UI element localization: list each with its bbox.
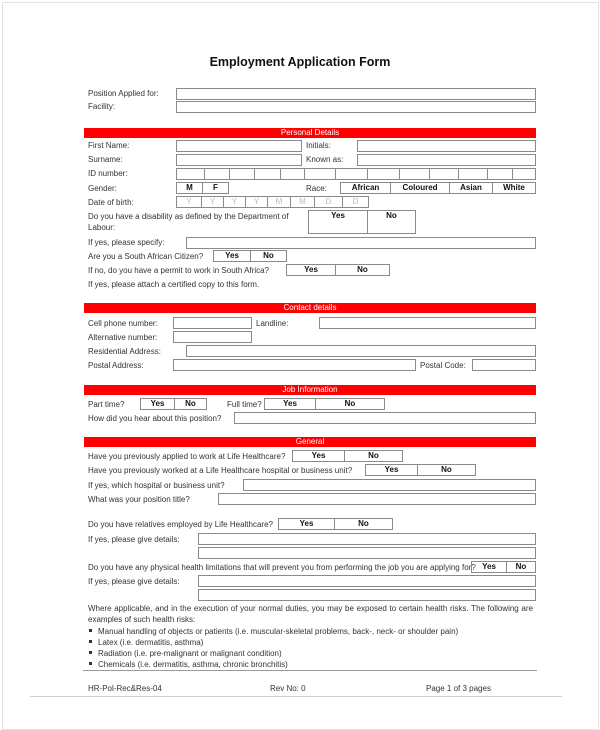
dob-cell-year[interactable]: Y [224,197,246,207]
risk-item [89,638,203,648]
which-unit-input[interactable] [243,479,536,491]
race-options [340,182,536,194]
race-option-african[interactable]: African [341,183,391,193]
race-option-asian[interactable]: Asian [450,183,493,193]
attach-note: If yes, please attach a certified copy to this form. [88,280,260,289]
permit-yes[interactable]: Yes [287,265,336,275]
disability-no[interactable]: No [386,211,397,220]
facility-input[interactable] [176,101,536,113]
bullet-icon [89,662,92,665]
health-details-input-2[interactable] [198,589,536,601]
applied-no[interactable]: No [368,451,379,460]
footer-doc-code: HR-Pol-Rec&Res-04 [88,684,162,693]
alt-number-label: Alternative number: [88,333,158,342]
applied-options [292,450,403,462]
part-time-label: Part time? [88,400,125,409]
id-number-input[interactable] [176,168,536,180]
position-title-label: What was your position title? [88,495,190,504]
applied-question: Have you previously applied to work at Life Healthcare? [88,452,286,461]
risk-item-text: Chemicals (i.e. dermatitis, asthma, chronic bronchitis) [98,660,288,669]
footer-page-number: Page 1 of 3 pages [426,684,491,693]
postal-address-label: Postal Address: [88,361,144,370]
landline-input[interactable] [319,317,536,329]
surname-label: Surname: [88,155,123,164]
cell-phone-input[interactable] [173,317,252,329]
relatives-yes[interactable]: Yes [279,519,335,529]
dob-label: Date of birth: [88,198,134,207]
full-time-no[interactable]: No [344,399,356,408]
risk-item [89,660,288,670]
specify-label: If yes, please specify: [88,238,165,247]
hear-about-label: How did you hear about this position? [88,414,222,423]
id-cell[interactable] [205,169,230,179]
health-yes[interactable]: Yes [472,562,507,572]
part-time-no[interactable]: No [185,399,196,408]
gender-options [176,182,229,194]
gender-option-f[interactable]: F [213,183,218,192]
worked-options [365,464,476,476]
full-time-options [264,398,385,410]
position-title-input[interactable] [218,493,536,505]
citizen-no[interactable]: No [263,251,274,260]
worked-question: Have you previously worked at a Life Healthcare hospital or business unit? [88,466,353,475]
id-cell[interactable] [305,169,336,179]
permit-no[interactable]: No [357,265,368,274]
id-cell[interactable] [459,169,488,179]
permit-options [286,264,390,276]
form-title: Employment Application Form [209,55,391,69]
risk-item [89,627,458,637]
hear-about-input[interactable] [234,412,536,424]
worked-no[interactable]: No [441,465,452,474]
citizen-yes[interactable]: Yes [214,251,251,261]
race-option-white[interactable]: White [503,183,525,192]
relatives-question: Do you have relatives employed by Life Healthcare? [88,520,273,529]
bullet-icon [89,640,92,643]
dob-cell-day[interactable]: D [352,197,359,206]
health-options [471,561,536,573]
residential-address-label: Residential Address: [88,347,161,356]
dob-cell-year[interactable]: Y [246,197,268,207]
risk-item-text: Latex (i.e. dermatitis, asthma) [98,638,204,647]
worked-yes[interactable]: Yes [366,465,418,475]
known-as-input[interactable] [357,154,536,166]
known-as-label: Known as: [306,155,344,164]
id-cell[interactable] [513,169,535,179]
risk-item-text: Radiation (i.e. pre-malignant or malignant condition) [98,649,282,658]
health-no[interactable]: No [515,562,527,571]
dob-input[interactable] [176,196,369,208]
health-details-label: If yes, please give details: [88,577,180,586]
relatives-details-label: If yes, please give details: [88,535,180,544]
disability-question-cont: Labour: [88,223,116,232]
health-risk-paragraph: Where applicable, and in the execution of your normal duties, you may be exposed to certain health risks. The following are examples of such health risks: [88,604,533,624]
section-job-information: Job Information [84,385,536,395]
dob-cell-month[interactable]: M [291,197,315,207]
id-cell[interactable] [230,169,255,179]
bullet-icon [89,651,92,654]
first-name-label: First Name: [88,141,130,150]
relatives-no[interactable]: No [358,519,369,528]
health-question: Do you have any physical health limitations that will prevent you from performing the job you are applying for? [88,563,476,572]
facility-label: Facility: [88,102,116,111]
id-cell[interactable] [488,169,513,179]
initials-label: Initials: [306,141,331,150]
cell-phone-label: Cell phone number: [88,319,158,328]
dob-cell-month[interactable]: M [268,197,291,207]
disability-question: Do you have a disability as defined by the Department of [88,212,289,221]
health-details-input-1[interactable] [198,575,536,587]
which-unit-label: If yes, which hospital or business unit? [88,481,225,490]
gender-label: Gender: [88,184,117,193]
id-cell[interactable] [368,169,400,179]
id-cell[interactable] [400,169,430,179]
disability-specify-input[interactable] [186,237,536,249]
applied-yes[interactable]: Yes [293,451,345,461]
relatives-details-input-2[interactable] [198,547,536,559]
citizen-question: Are you a South African Citizen? [88,252,204,261]
postal-code-label: Postal Code: [420,361,466,370]
position-input[interactable] [176,88,536,100]
gender-option-m[interactable]: M [177,183,203,193]
race-option-coloured[interactable]: Coloured [391,183,450,193]
risk-item-text: Manual handling of objects or patients (i.e. muscular-skeletal problems, back-, neck- or shoulder pain) [98,627,459,636]
content-divider [83,670,537,671]
part-time-yes[interactable]: Yes [141,399,175,409]
full-time-yes[interactable]: Yes [265,399,316,409]
residential-address-input[interactable] [186,345,536,357]
relatives-options [278,518,393,530]
race-label: Race: [306,184,327,193]
permit-question: If no, do you have a permit to work in South Africa? [88,266,269,275]
postal-code-input[interactable] [472,359,536,371]
disability-yes[interactable]: Yes [309,211,368,233]
bullet-icon [89,629,92,632]
dob-cell-day[interactable]: D [315,197,343,207]
section-general: General [84,437,536,447]
id-cell[interactable] [430,169,459,179]
postal-address-input[interactable] [173,359,416,371]
risk-item [89,649,282,659]
first-name-input[interactable] [176,140,302,152]
citizen-options [213,250,287,262]
position-label: Position Applied for: [88,89,159,98]
id-cell[interactable] [336,169,368,179]
alt-number-input[interactable] [173,331,252,343]
footer-revision: Rev No: 0 [270,684,306,693]
id-cell[interactable] [255,169,281,179]
dob-cell-year[interactable]: Y [202,197,224,207]
landline-label: Landline: [256,319,289,328]
dob-cell-year[interactable]: Y [177,197,202,207]
section-personal-details: Personal Details [84,128,536,138]
disability-options [308,210,416,234]
part-time-options [140,398,207,410]
initials-input[interactable] [357,140,536,152]
id-number-label: ID number: [88,169,128,178]
footer-divider [30,696,562,697]
id-cell[interactable] [177,169,205,179]
id-cell[interactable] [281,169,305,179]
section-contact-details: Contact details [84,303,536,313]
full-time-label: Full time? [227,400,262,409]
relatives-details-input-1[interactable] [198,533,536,545]
surname-input[interactable] [176,154,302,166]
